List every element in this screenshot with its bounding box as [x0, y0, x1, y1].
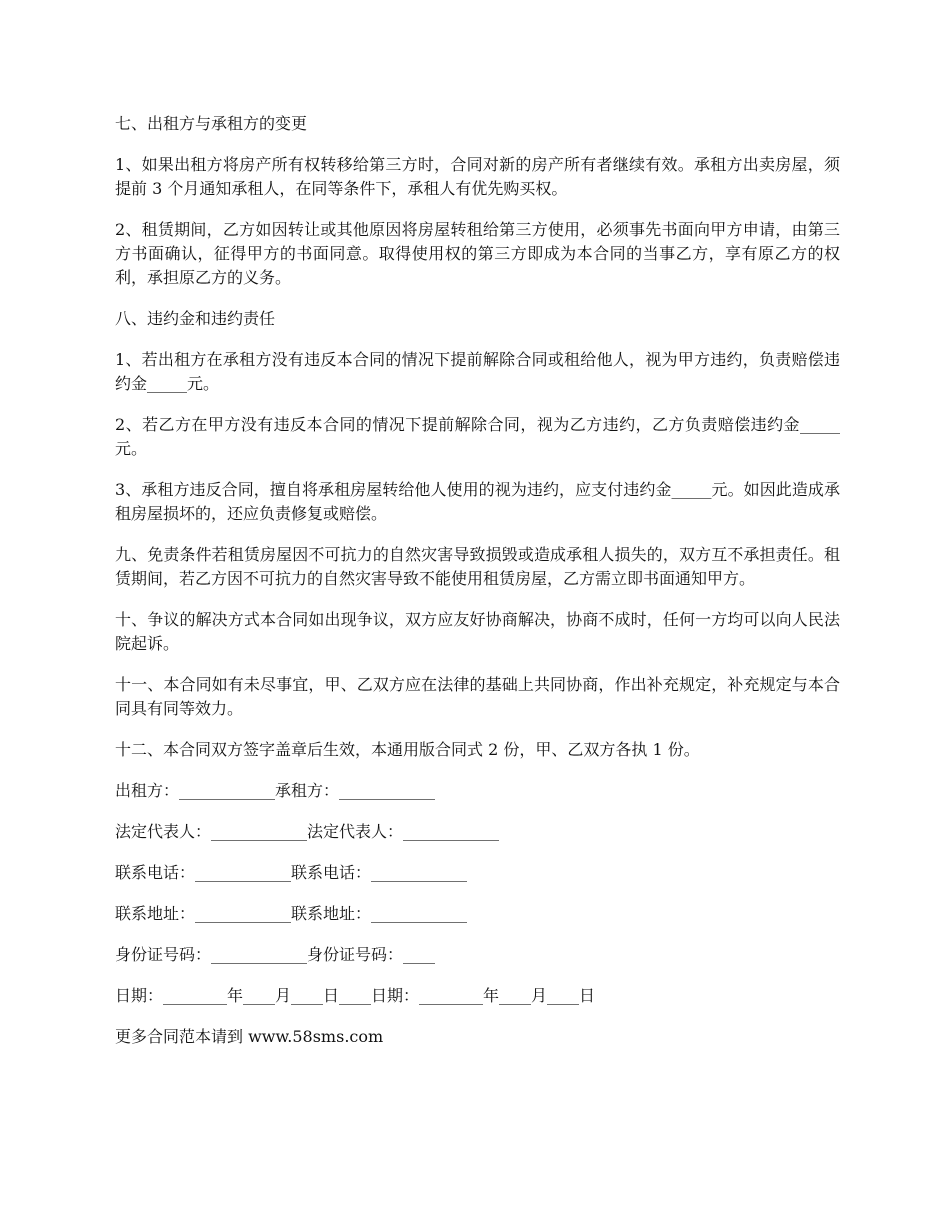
- signature-legal-rep-line: 法定代表人：____________法定代表人：____________: [115, 822, 500, 841]
- section-8-clause-1: 1、若出租方在承租方没有违反本合同的情况下提前解除合同或租给他人，视为甲方违约，负责赔偿违约金_____元。: [115, 350, 840, 393]
- signature-address-line: 联系地址：____________联系地址：____________: [115, 904, 468, 923]
- section-9: 九、免责条件若租赁房屋因不可抗力的自然灾害导致损毁或造成承租人损失的，双方互不承担责任。租赁期间，若乙方因不可抗力的自然灾害导致不能使用租赁房屋，乙方需立即书面通知甲方。: [115, 545, 840, 588]
- section-8-clause-3: 3、承租方违反合同，擅自将承租房屋转给他人使用的视为违约，应支付违约金_____元。如因此造成承租房屋损坏的，还应负责修复或赔偿。: [115, 480, 840, 523]
- contract-page: [115, 112, 840, 1066]
- signature-lessor-line: 出租方：____________承租方：____________: [115, 781, 436, 800]
- section-7-title: 七、出租方与承租方的变更: [115, 114, 308, 133]
- section-11: 十一、本合同如有未尽事宜，甲、乙双方应在法律的基础上共同协商，作出补充规定，补充规定与本合同具有同等效力。: [115, 675, 840, 718]
- section-12: 十二、本合同双方签字盖章后生效，本通用版合同式 2 份，甲、乙双方各执 1 份。: [115, 740, 700, 759]
- section-8-clause-2: 2、若乙方在甲方没有违反本合同的情况下提前解除合同，视为乙方违约，乙方负责赔偿违约金_____元。: [115, 415, 840, 458]
- signature-id-line: 身份证号码：____________身份证号码：____: [115, 945, 436, 964]
- section-10: 十、争议的解决方式本合同如出现争议，双方应友好协商解决，协商不成时，任何一方均可以向人民法院起诉。: [115, 610, 840, 653]
- signature-date-line: 日期：________年____月____日____日期：________年____月____日: [115, 986, 596, 1005]
- signature-phone-line: 联系电话：____________联系电话：____________: [115, 863, 468, 882]
- section-7-clause-2: 2、租赁期间，乙方如因转让或其他原因将房屋转租给第三方使用，必须事先书面向甲方申请，由第三方书面确认，征得甲方的书面同意。取得使用权的第三方即成为本合同的当事乙方，享有原乙方的权利，承担原乙方的义务。: [115, 220, 840, 287]
- footer-more-contracts: 更多合同范本请到 www.58sms.com: [115, 1027, 384, 1046]
- section-8-title: 八、违约金和违约责任: [115, 309, 276, 328]
- section-7-clause-1: 1、如果出租方将房产所有权转移给第三方时，合同对新的房产所有者继续有效。承租方出卖房屋，须提前 3 个月通知承租人，在同等条件下，承租人有优先购买权。: [115, 155, 840, 198]
